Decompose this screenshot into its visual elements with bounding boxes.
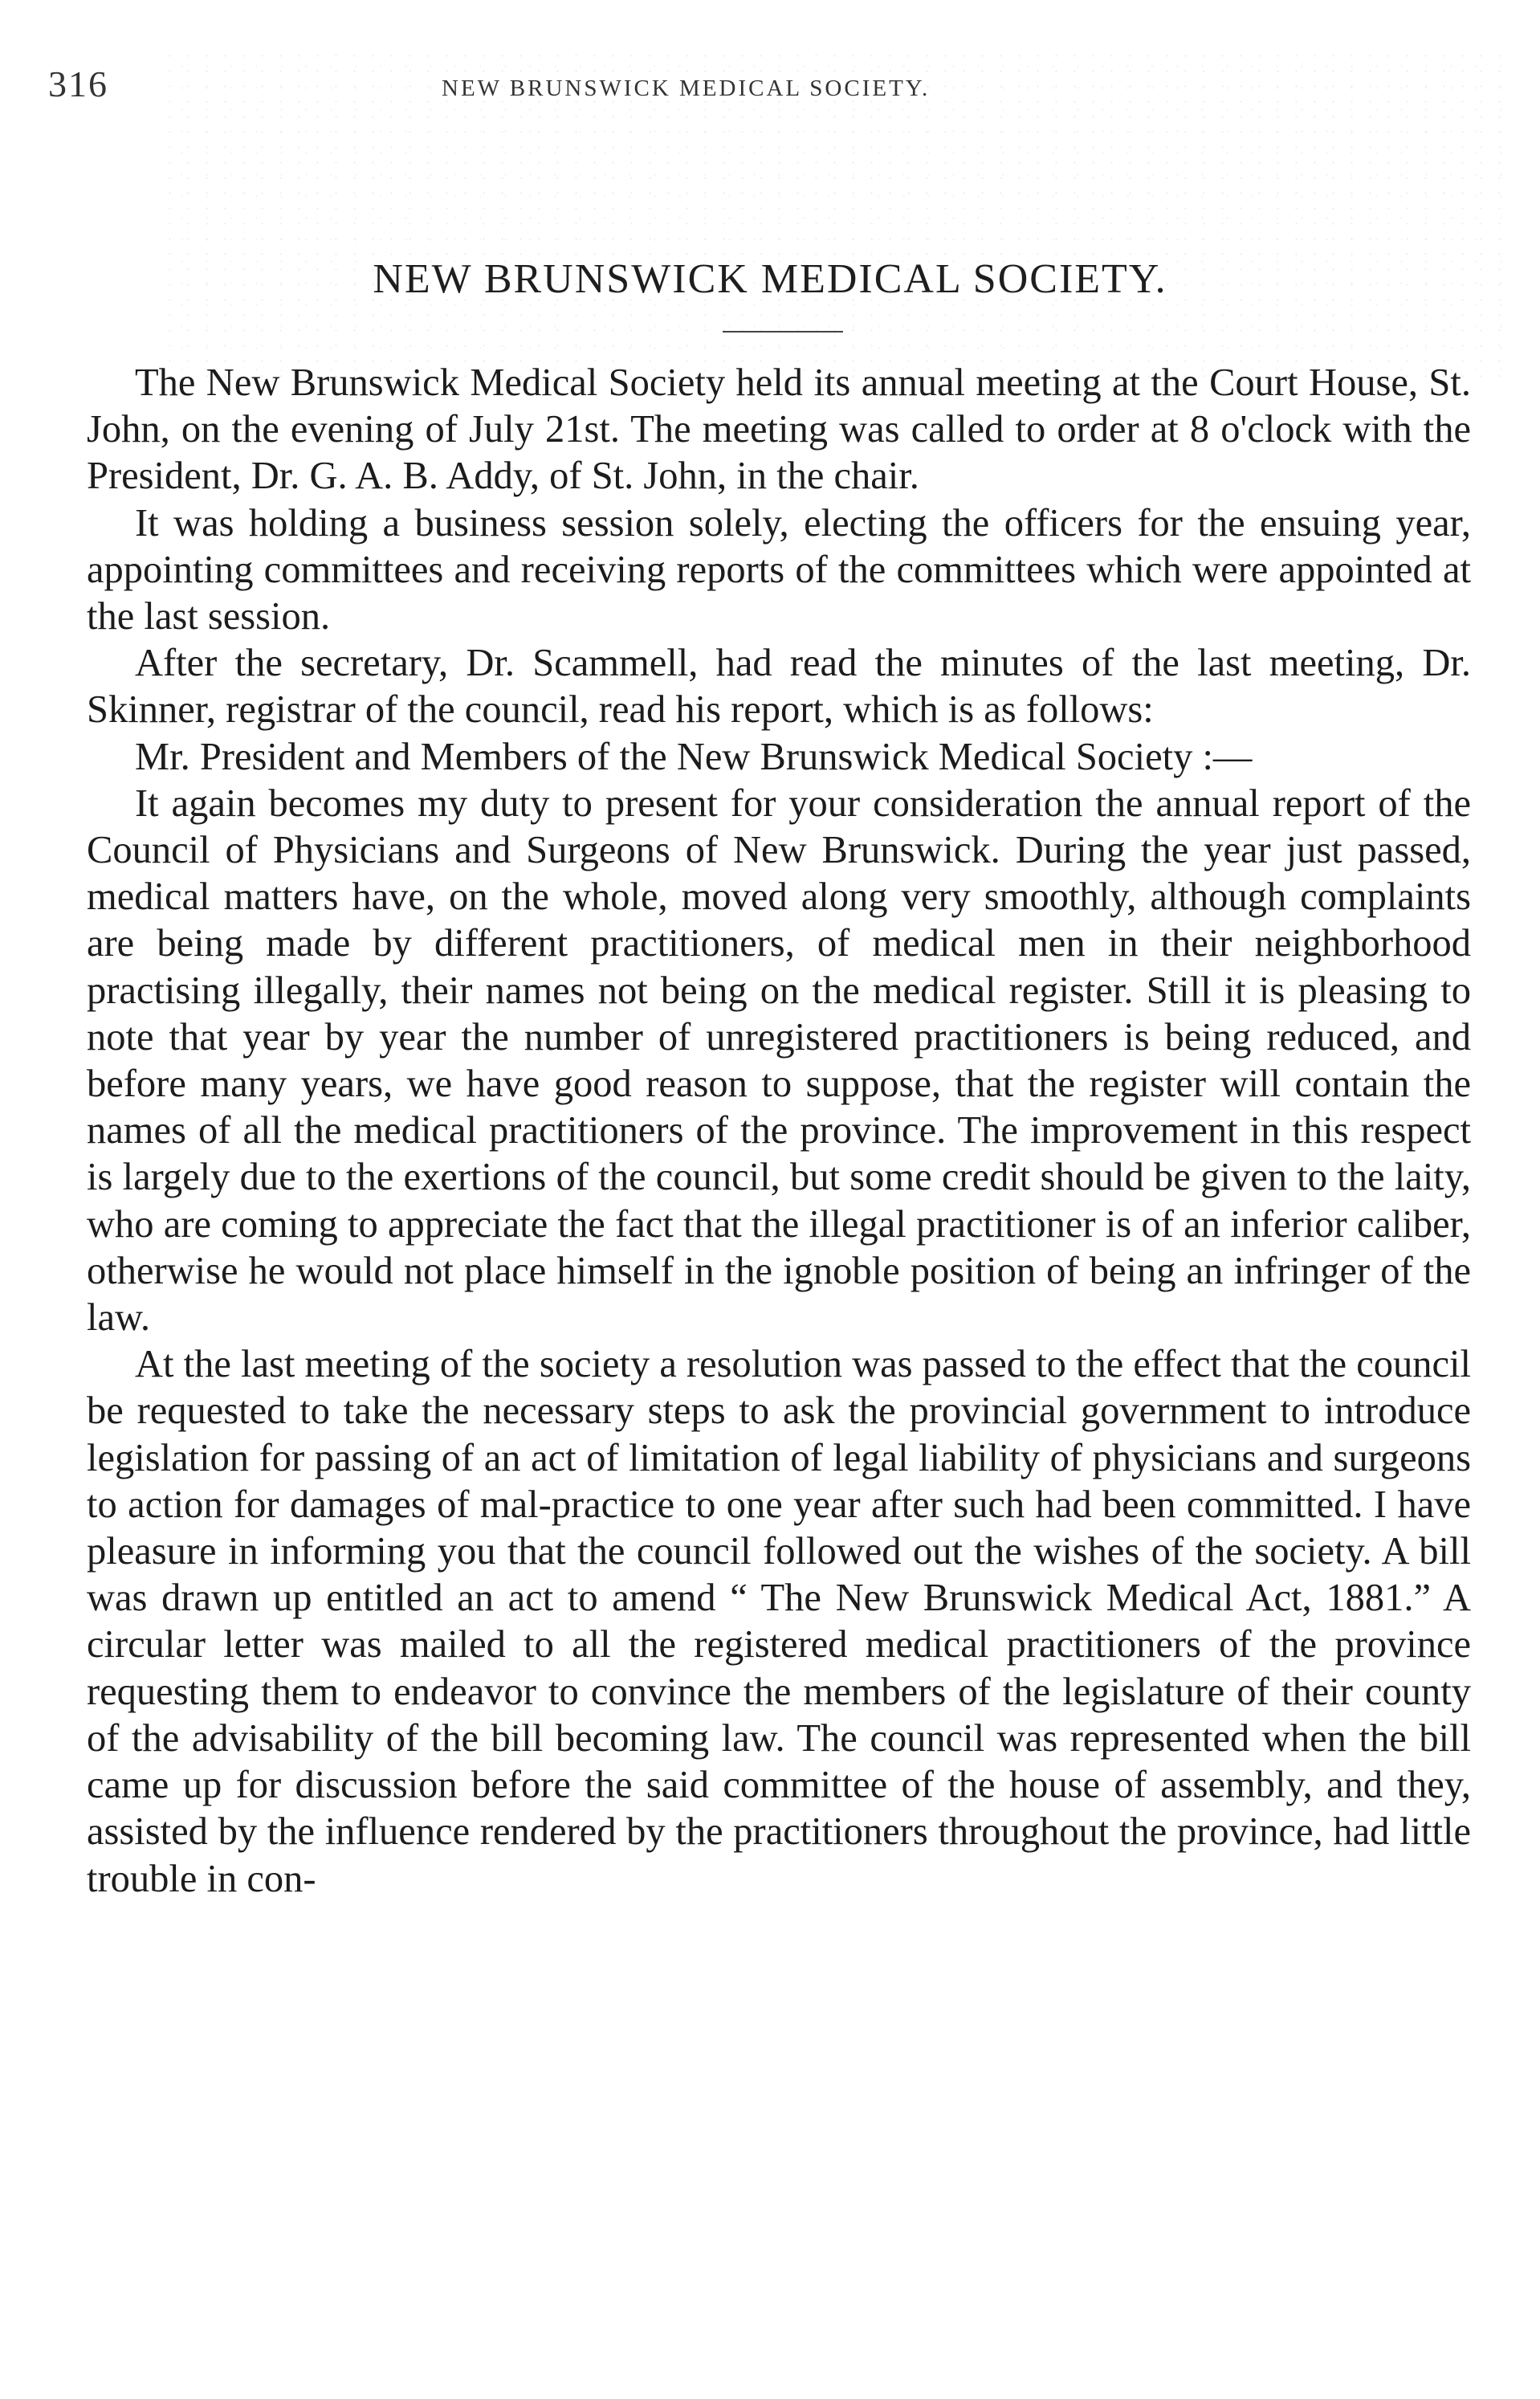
paragraph: At the last meeting of the society a resolution was passed to the effect that the council be requested to take the necessary steps to ask the provincial government to introduce legislation for passing of an act of limitation of legal liability of physicians and surgeons to action for damages of mal-practice to one year after such had been committed. I have pleasure in informing you that the council followed out the wishes of the society. A bill was drawn up entitled an act to amend “ The New Brunswick Medical Act, 1881.” A circular letter was mailed to all the registered medical practitioners of the province requesting them to endeavor to convince the members of the legislature of their county of the advisability of the bill becoming law. The council was represented when the bill came up for discussion before the said committee of the house of assembly, and they, assisted by the influence rendered by the practitioners throughout the province, had little trouble in con-	[87, 1343, 1471, 1900]
article-body	[87, 360, 1471, 1903]
article-title: NEW BRUNSWICK MEDICAL SOCIETY.	[373, 256, 1167, 302]
paragraph: After the secretary, Dr. Scammell, had read the minutes of the last meeting, Dr. Skinner, registrar of the council, read his report, which is as follows:	[87, 642, 1471, 732]
title-rule	[723, 331, 843, 333]
page-number: 316	[48, 63, 108, 104]
paragraph: The New Brunswick Medical Society held its annual meeting at the Court House, St. John, on the evening of July 21st. The meeting was called to order at 8 o'clock with the President, Dr. G. A. B. Addy, of St. John, in the chair.	[87, 361, 1471, 498]
paragraph: It was holding a business session solely, electing the officers for the ensuing year, appointing committees and receiving reports of the committees which were appointed at the last session.	[87, 501, 1471, 639]
paragraph: It again becomes my duty to present for your consideration the annual report of the Council of Physicians and Surgeons of New Brunswick. During the year just passed, medical matters have, on the whole, moved along very smoothly, although complaints are being made by different practitioners, of medical men in their neighborhood practising illegally, their names not being on the medical register. Still it is pleasing to note that year by year the number of unregistered practitioners is being reduced, and before many years, we have good reason to suppose, that the register will contain the names of all the medical practitioners of the province. The improvement in this respect is largely due to the exertions of the council, but some credit should be given to the laity, who are coming to appreciate the fact that the illegal practitioner is of an inferior caliber, otherwise he would not place himself in the ignoble position of being an infringer of the law.	[87, 781, 1471, 1340]
paragraph: Mr. President and Members of the New Brunswick Medical Society :—	[135, 735, 1253, 778]
running-title: NEW BRUNSWICK MEDICAL SOCIETY.	[442, 75, 931, 101]
running-head	[48, 63, 1477, 111]
